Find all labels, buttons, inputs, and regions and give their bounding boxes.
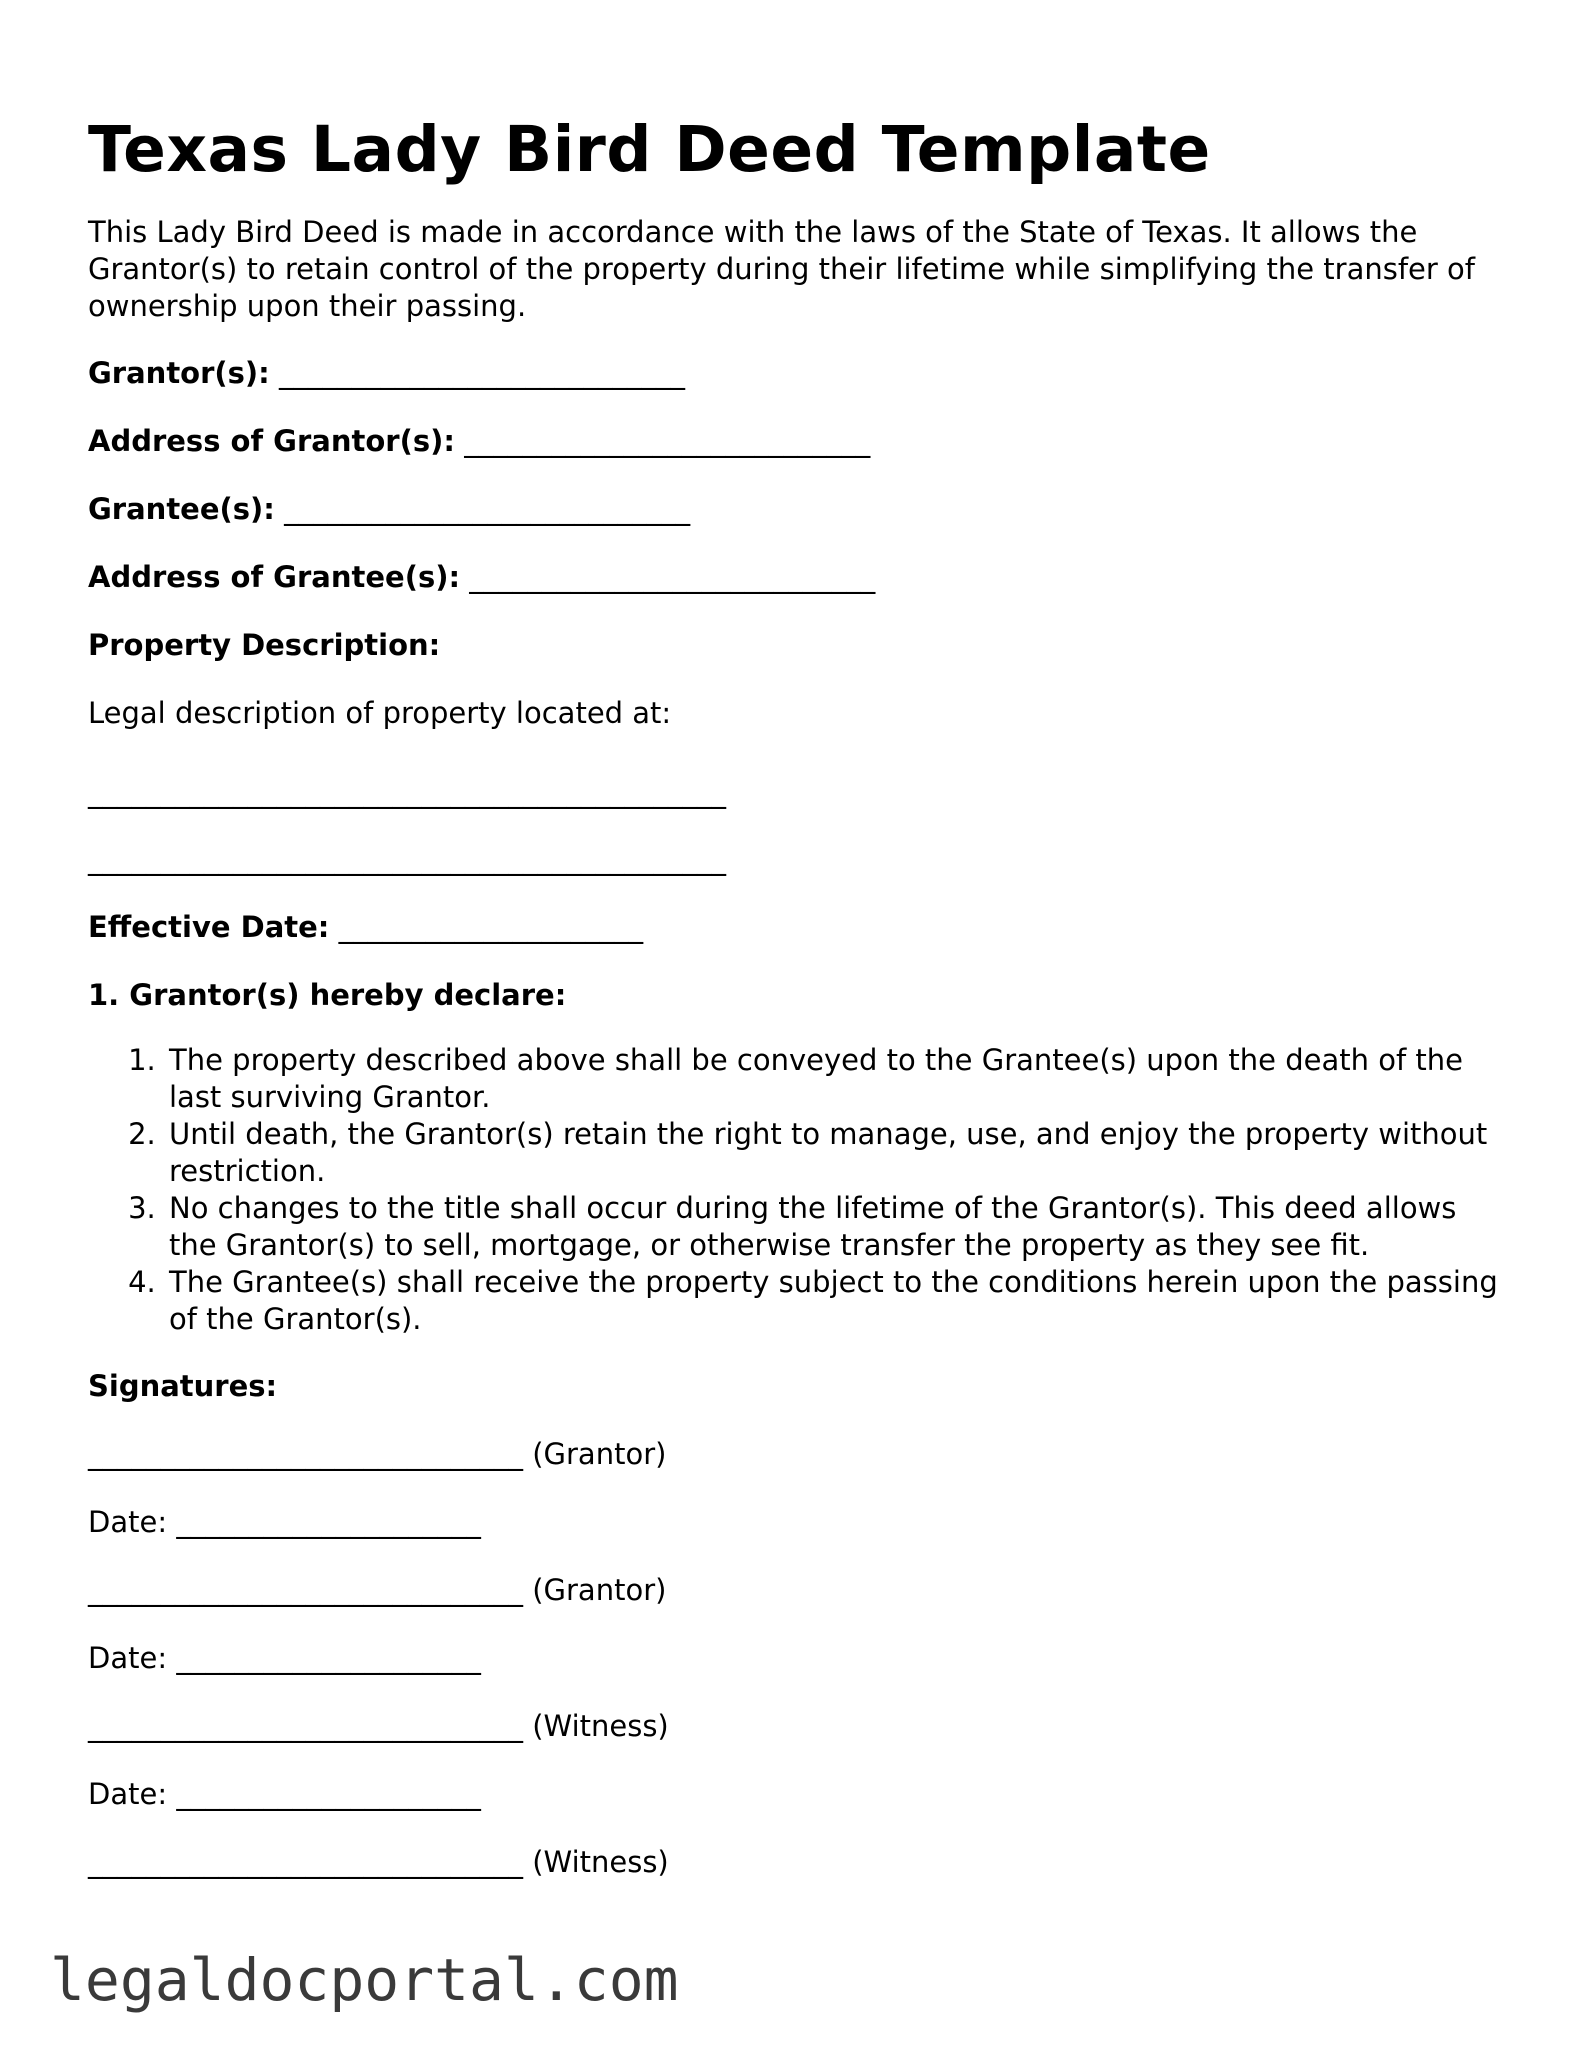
declaration-list [88, 1042, 1508, 1338]
property-description-heading: Property Description: [88, 628, 441, 662]
legal-description-blank-2[interactable]: ____________________________________________ [88, 842, 726, 876]
signatures-heading: Signatures: [88, 1369, 278, 1403]
signature-role: (Witness) [532, 1845, 669, 1879]
date-label: Date: [88, 1505, 168, 1539]
effective-date-field [88, 909, 1508, 946]
page-title: Texas Lady Bird Deed Template [88, 113, 1211, 186]
legal-description-blank-1[interactable]: ____________________________________________ [88, 775, 726, 809]
signature-blank[interactable]: ______________________________ [88, 1709, 523, 1743]
date-blank[interactable]: _____________________ [176, 1641, 481, 1675]
declaration-item: 1. The property described above shall be conveyed to the Grantee(s) upon the death of the last surviving Grantor. [165, 1042, 1508, 1116]
signature-blank[interactable]: ______________________________ [88, 1437, 523, 1471]
declaration-item: 2. Until death, the Grantor(s) retain the right to manage, use, and enjoy the property without restriction. [165, 1116, 1508, 1190]
date-line-2 [88, 1640, 1508, 1677]
grantor-address-blank[interactable]: ____________________________ [464, 424, 871, 458]
deed-document [88, 110, 1508, 1881]
grantor-blank[interactable]: ____________________________ [279, 356, 685, 390]
date-line-3 [88, 1776, 1508, 1813]
effective-date-label: Effective Date: [88, 910, 330, 944]
date-label: Date: [88, 1641, 168, 1675]
grantee-address-field [88, 559, 1508, 596]
grantee-address-label: Address of Grantee(s): [88, 560, 461, 594]
intro-paragraph: This Lady Bird Deed is made in accordance with the laws of the State of Texas. It allows the Grantor(s) to retain control of the property during their lifetime while simplifying the transfer of ownership upon their passing. [88, 215, 1475, 323]
date-blank[interactable]: _____________________ [176, 1505, 481, 1539]
declaration-item: 4. The Grantee(s) shall receive the property subject to the conditions herein upon the passing of the Grantor(s). [165, 1264, 1508, 1338]
date-label: Date: [88, 1777, 168, 1811]
signature-role: (Grantor) [532, 1437, 667, 1471]
signature-line-witness-2 [88, 1844, 1508, 1881]
signature-line-grantor-2 [88, 1572, 1508, 1609]
signature-role: (Witness) [532, 1709, 669, 1743]
grantee-blank[interactable]: ____________________________ [284, 492, 691, 526]
grantor-field [88, 355, 1508, 392]
grantor-address-field [88, 423, 1508, 460]
signature-line-grantor-1 [88, 1436, 1508, 1473]
date-blank[interactable]: _____________________ [176, 1777, 481, 1811]
signature-line-witness-1 [88, 1708, 1508, 1745]
declaration-heading: 1. Grantor(s) hereby declare: [88, 978, 567, 1012]
signature-blank[interactable]: ______________________________ [88, 1573, 523, 1607]
date-line-1 [88, 1504, 1508, 1541]
watermark: legaldocportal.com [50, 1946, 679, 2014]
effective-date-blank[interactable]: _____________________ [338, 910, 644, 944]
legal-description-label: Legal description of property located at: [88, 696, 672, 730]
signature-blank[interactable]: ______________________________ [88, 1845, 523, 1879]
grantor-label: Grantor(s): [88, 356, 270, 390]
grantee-label: Grantee(s): [88, 492, 275, 526]
grantor-address-label: Address of Grantor(s): [88, 424, 455, 458]
grantee-address-blank[interactable]: ____________________________ [469, 560, 876, 594]
declaration-item: 3. No changes to the title shall occur during the lifetime of the Grantor(s). This deed allows the Grantor(s) to sell, mortgage, or otherwise transfer the property as they see fit. [165, 1190, 1508, 1264]
grantee-field [88, 491, 1508, 528]
signature-role: (Grantor) [532, 1573, 667, 1607]
